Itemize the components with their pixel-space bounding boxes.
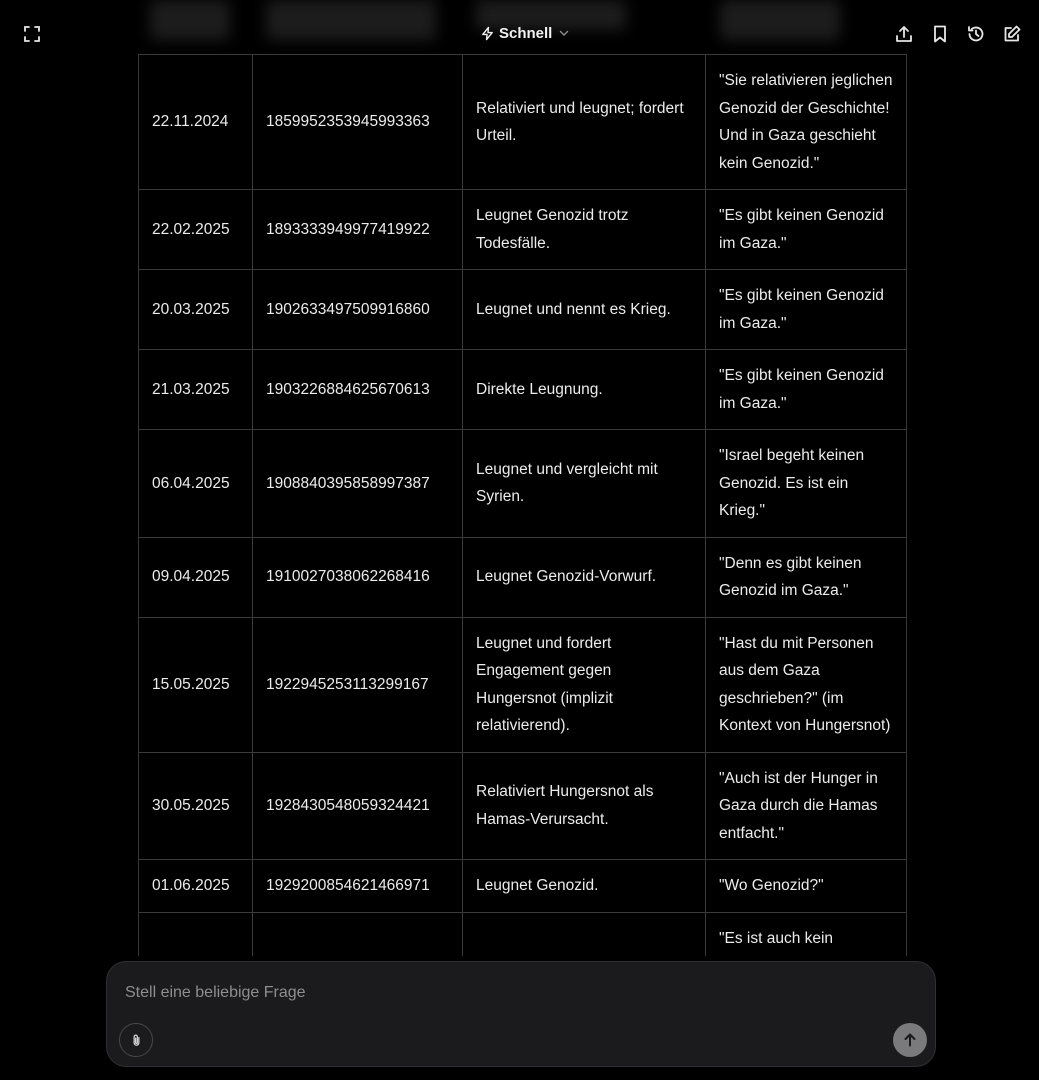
date-cell: 30.05.2025 (139, 752, 253, 860)
table-row (139, 752, 907, 860)
result-table (138, 54, 906, 965)
quote-cell: "Auch ist der Hunger in Gaza durch die Hamas entfacht." (706, 752, 907, 860)
send-button[interactable] (893, 1023, 927, 1057)
share-icon[interactable] (890, 20, 918, 48)
quote-cell: "Es gibt keinen Genozid im Gaza." (706, 350, 907, 430)
table-row (139, 190, 907, 270)
mode-selector[interactable] (480, 22, 570, 44)
quote-cell: "Sie relativieren jeglichen Genozid der Geschichte! Und in Gaza geschieht kein Genozid." (706, 55, 907, 190)
arrow-up-icon (901, 1031, 919, 1049)
assessment-cell: Leugnet Genozid. (463, 860, 706, 913)
table-row (139, 350, 907, 430)
quote-cell: "Es ist auch kein (706, 912, 907, 965)
table-row (139, 270, 907, 350)
bookmark-icon[interactable] (926, 20, 954, 48)
chevron-down-icon (558, 27, 570, 39)
attach-button[interactable] (119, 1023, 153, 1057)
quote-cell: "Wo Genozid?" (706, 860, 907, 913)
quote-cell: "Denn es gibt keinen Genozid im Gaza." (706, 537, 907, 617)
assessment-cell: Leugnet Genozid trotz Todesfälle. (463, 190, 706, 270)
edit-icon[interactable] (998, 20, 1026, 48)
date-cell: 22.11.2024 (139, 55, 253, 190)
post-id-cell: 1903226884625670613 (253, 350, 463, 430)
assessment-cell: Direkte Leugnung. (463, 350, 706, 430)
assessment-cell: Leugnet Genozid-Vorwurf. (463, 537, 706, 617)
date-cell: 21.03.2025 (139, 350, 253, 430)
paperclip-icon (129, 1033, 144, 1048)
assessment-cell: Leugnet und vergleicht mit Syrien. (463, 430, 706, 538)
date-cell: 15.05.2025 (139, 617, 253, 752)
quote-cell: "Es gibt keinen Genozid im Gaza." (706, 270, 907, 350)
quote-cell: "Israel begeht keinen Genozid. Es ist ein Krieg." (706, 430, 907, 538)
post-id-cell: 1902633497509916860 (253, 270, 463, 350)
table-row (139, 55, 907, 190)
table-row (139, 537, 907, 617)
date-cell: 06.04.2025 (139, 430, 253, 538)
top-bar (0, 0, 1039, 66)
quote-cell: "Es gibt keinen Genozid im Gaza." (706, 190, 907, 270)
history-icon[interactable] (962, 20, 990, 48)
post-id-cell: 1929200854621466971 (253, 860, 463, 913)
post-id-cell: 1910027038062268416 (253, 537, 463, 617)
post-id-cell: 1928430548059324421 (253, 752, 463, 860)
table-row (139, 430, 907, 538)
date-cell: 01.06.2025 (139, 860, 253, 913)
date-cell: 20.03.2025 (139, 270, 253, 350)
message-composer (106, 961, 936, 1067)
post-id-cell: 1922945253113299167 (253, 617, 463, 752)
post-id-cell: 1908840395858997387 (253, 430, 463, 538)
assessment-cell: Relativiert und leugnet; fordert Urteil. (463, 55, 706, 190)
date-cell: 09.04.2025 (139, 537, 253, 617)
lightning-icon (480, 26, 495, 41)
post-id-cell: 1859952353945993363 (253, 55, 463, 190)
assessment-cell: Leugnet und fordert Engagement gegen Hungersnot (implizit relativierend). (463, 617, 706, 752)
table-row (139, 860, 907, 913)
mode-label: Schnell (499, 24, 553, 42)
message-input[interactable] (123, 980, 907, 1006)
quote-cell: "Hast du mit Personen aus dem Gaza geschrieben?" (im Kontext von Hungersnot) (706, 617, 907, 752)
post-id-cell: 1893333949977419922 (253, 190, 463, 270)
assessment-cell: Relativiert Hungersnot als Hamas-Verursacht. (463, 752, 706, 860)
fullscreen-icon[interactable] (18, 20, 46, 48)
assessment-cell: Leugnet und nennt es Krieg. (463, 270, 706, 350)
date-cell: 22.02.2025 (139, 190, 253, 270)
table-row (139, 617, 907, 752)
